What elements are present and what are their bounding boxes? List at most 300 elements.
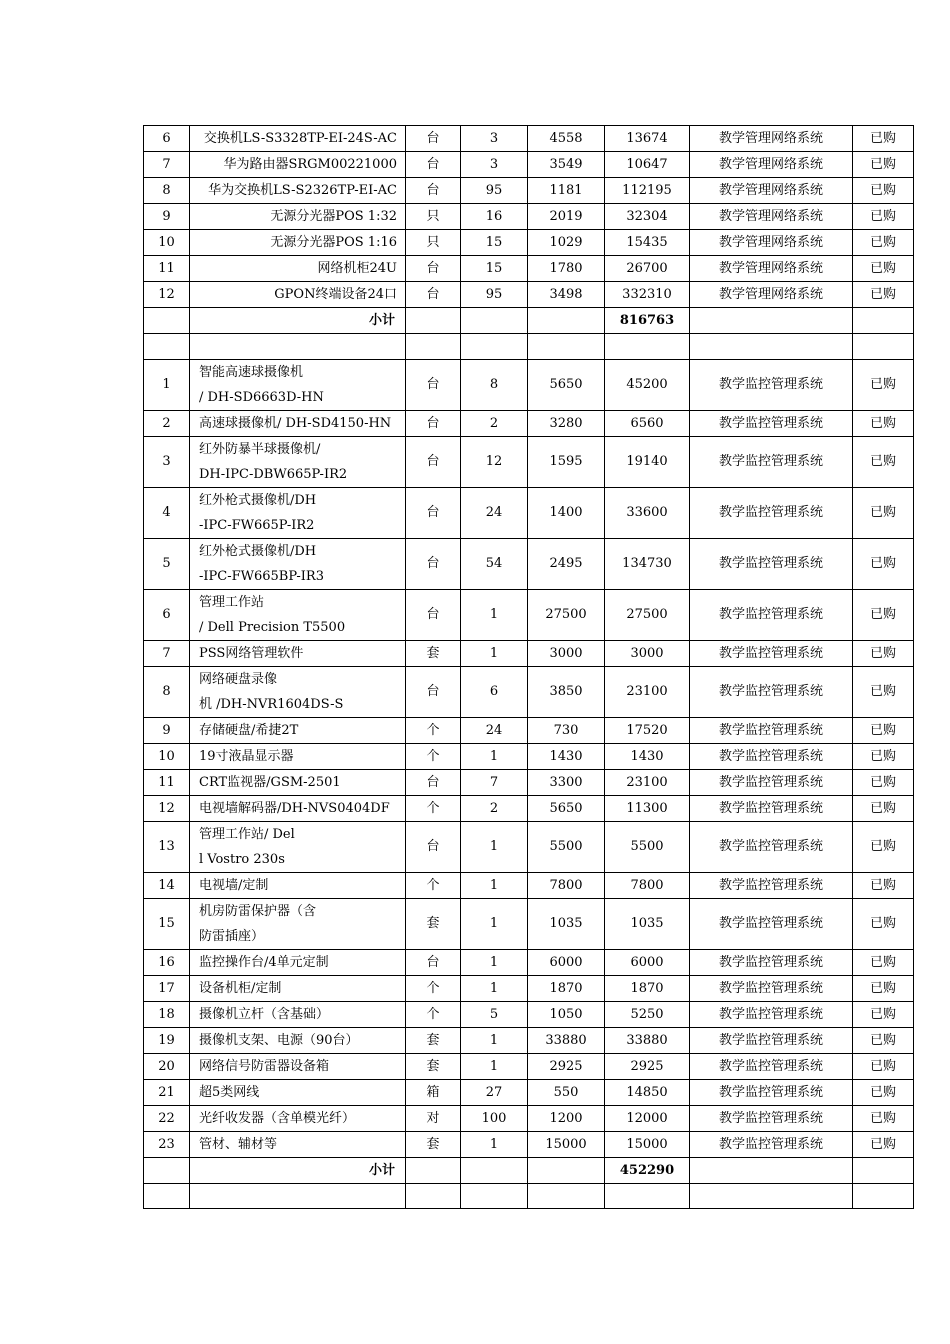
- item-unit-price: 2495: [528, 538, 605, 589]
- table-row: [144, 795, 914, 821]
- item-number: 18: [144, 1001, 190, 1027]
- item-quantity: 2: [461, 410, 528, 436]
- item-system: 教学监控管理系统: [690, 898, 853, 949]
- item-status: 已购: [853, 282, 914, 308]
- item-unit-price: 5500: [528, 821, 605, 872]
- monitor-section: [144, 359, 914, 1209]
- subtotal-row: [144, 308, 914, 334]
- item-quantity: 1: [461, 1131, 528, 1157]
- item-quantity: 1: [461, 1053, 528, 1079]
- item-name: 光纤收发器（含单模光纤）: [190, 1105, 406, 1131]
- item-number: 17: [144, 975, 190, 1001]
- item-number: 9: [144, 717, 190, 743]
- item-system: 教学管理网络系统: [690, 178, 853, 204]
- blank-cell: [853, 1183, 914, 1209]
- item-quantity: 1: [461, 821, 528, 872]
- item-name: [190, 666, 406, 717]
- table-row: [144, 821, 914, 872]
- item-number: 13: [144, 821, 190, 872]
- item-name: [190, 436, 406, 487]
- item-unit-price: 3300: [528, 769, 605, 795]
- item-system: 教学管理网络系统: [690, 152, 853, 178]
- item-total: 15000: [605, 1131, 690, 1157]
- item-name: GPON终端设备24口: [190, 282, 406, 308]
- item-total: 5500: [605, 821, 690, 872]
- table-row: [144, 126, 914, 152]
- item-total: 12000: [605, 1105, 690, 1131]
- item-status: 已购: [853, 410, 914, 436]
- item-quantity: 24: [461, 487, 528, 538]
- item-unit: 台: [406, 589, 461, 640]
- blank-cell: [690, 1157, 853, 1183]
- item-unit-price: 27500: [528, 589, 605, 640]
- item-status: 已购: [853, 975, 914, 1001]
- blank-cell: [144, 1183, 190, 1209]
- item-unit: 台: [406, 126, 461, 152]
- item-number: 15: [144, 898, 190, 949]
- item-system: 教学监控管理系统: [690, 487, 853, 538]
- item-total: 6000: [605, 949, 690, 975]
- subtotal-label: 小计: [190, 1157, 406, 1183]
- item-number: 23: [144, 1131, 190, 1157]
- blank-cell: [406, 334, 461, 360]
- item-quantity: 1: [461, 743, 528, 769]
- item-quantity: 16: [461, 204, 528, 230]
- item-unit-price: 2019: [528, 204, 605, 230]
- item-name-line-2: / DH-SD6663D-HN: [199, 389, 324, 405]
- item-unit: 套: [406, 640, 461, 666]
- item-number: 6: [144, 126, 190, 152]
- item-status: 已购: [853, 359, 914, 410]
- table-row: [144, 204, 914, 230]
- item-unit: 只: [406, 204, 461, 230]
- table-row: [144, 1131, 914, 1157]
- item-unit: 台: [406, 410, 461, 436]
- blank-cell: [461, 334, 528, 360]
- item-name: 华为路由器SRGM00221000: [190, 152, 406, 178]
- item-system: 教学管理网络系统: [690, 126, 853, 152]
- item-system: 教学管理网络系统: [690, 230, 853, 256]
- item-quantity: 1: [461, 949, 528, 975]
- item-total: 6560: [605, 410, 690, 436]
- item-unit-price: 4558: [528, 126, 605, 152]
- blank-cell: [144, 1157, 190, 1183]
- item-number: 10: [144, 743, 190, 769]
- table-row: [144, 717, 914, 743]
- item-name: [190, 821, 406, 872]
- blank-cell: [528, 1157, 605, 1183]
- item-number: 22: [144, 1105, 190, 1131]
- item-unit-price: 1029: [528, 230, 605, 256]
- item-total: 3000: [605, 640, 690, 666]
- item-quantity: 5: [461, 1001, 528, 1027]
- item-system: 教学监控管理系统: [690, 872, 853, 898]
- item-unit-price: 5650: [528, 795, 605, 821]
- item-unit-price: 3280: [528, 410, 605, 436]
- item-name: 设备机柜/定制: [190, 975, 406, 1001]
- blank-cell: [190, 334, 406, 360]
- item-name: 存储硬盘/希捷2T: [190, 717, 406, 743]
- item-name: 华为交换机LS-S2326TP-EI-AC: [190, 178, 406, 204]
- item-name-line-1: 网络硬盘录像: [199, 671, 278, 687]
- item-name-line-1: 红外枪式摄像机/DH: [199, 543, 317, 559]
- item-unit-price: 15000: [528, 1131, 605, 1157]
- item-total: 14850: [605, 1079, 690, 1105]
- blank-cell: [853, 308, 914, 334]
- table-row: [144, 152, 914, 178]
- item-unit-price: 6000: [528, 949, 605, 975]
- item-unit: 个: [406, 975, 461, 1001]
- item-unit-price: 3549: [528, 152, 605, 178]
- item-system: 教学监控管理系统: [690, 666, 853, 717]
- item-total: 2925: [605, 1053, 690, 1079]
- item-system: 教学监控管理系统: [690, 743, 853, 769]
- table-row: [144, 410, 914, 436]
- item-unit: 台: [406, 769, 461, 795]
- item-unit: 套: [406, 1131, 461, 1157]
- item-quantity: 15: [461, 230, 528, 256]
- item-status: 已购: [853, 1027, 914, 1053]
- item-number: 11: [144, 769, 190, 795]
- blank-cell: [528, 308, 605, 334]
- item-status: 已购: [853, 152, 914, 178]
- item-quantity: 3: [461, 126, 528, 152]
- item-status: 已购: [853, 795, 914, 821]
- item-unit-price: 1050: [528, 1001, 605, 1027]
- equipment-table: [143, 125, 914, 1209]
- item-name: 高速球摄像机/ DH-SD4150-HN: [190, 410, 406, 436]
- item-unit: 套: [406, 898, 461, 949]
- item-unit-price: 7800: [528, 872, 605, 898]
- item-quantity: 27: [461, 1079, 528, 1105]
- item-total: 5250: [605, 1001, 690, 1027]
- item-unit: 台: [406, 487, 461, 538]
- item-unit: 箱: [406, 1079, 461, 1105]
- item-unit-price: 5650: [528, 359, 605, 410]
- item-system: 教学监控管理系统: [690, 538, 853, 589]
- item-unit: 台: [406, 256, 461, 282]
- item-number: 16: [144, 949, 190, 975]
- item-total: 23100: [605, 769, 690, 795]
- item-total: 27500: [605, 589, 690, 640]
- item-unit: 台: [406, 538, 461, 589]
- blank-cell: [528, 1183, 605, 1209]
- item-system: 教学管理网络系统: [690, 282, 853, 308]
- item-number: 4: [144, 487, 190, 538]
- item-number: 7: [144, 640, 190, 666]
- item-quantity: 12: [461, 436, 528, 487]
- item-total: 332310: [605, 282, 690, 308]
- table-row: [144, 230, 914, 256]
- item-name: 管材、辅材等: [190, 1131, 406, 1157]
- item-status: 已购: [853, 1131, 914, 1157]
- blank-cell: [853, 1157, 914, 1183]
- subtotal-value: 816763: [605, 308, 690, 334]
- item-name: [190, 359, 406, 410]
- item-unit-price: 1200: [528, 1105, 605, 1131]
- item-quantity: 95: [461, 178, 528, 204]
- item-number: 12: [144, 282, 190, 308]
- item-system: 教学监控管理系统: [690, 949, 853, 975]
- item-system: 教学监控管理系统: [690, 1079, 853, 1105]
- item-quantity: 15: [461, 256, 528, 282]
- item-system: 教学监控管理系统: [690, 436, 853, 487]
- empty-row: [144, 1183, 914, 1209]
- item-total: 10647: [605, 152, 690, 178]
- item-unit: 台: [406, 178, 461, 204]
- table-row: [144, 975, 914, 1001]
- item-status: 已购: [853, 821, 914, 872]
- item-system: 教学管理网络系统: [690, 256, 853, 282]
- table-row: [144, 769, 914, 795]
- item-number: 3: [144, 436, 190, 487]
- item-quantity: 3: [461, 152, 528, 178]
- item-system: 教学监控管理系统: [690, 1027, 853, 1053]
- item-quantity: 24: [461, 717, 528, 743]
- item-unit: 个: [406, 743, 461, 769]
- item-name-line-2: / Dell Precision T5500: [199, 619, 346, 635]
- item-unit-price: 1400: [528, 487, 605, 538]
- item-status: 已购: [853, 1001, 914, 1027]
- item-status: 已购: [853, 949, 914, 975]
- table-row: [144, 1105, 914, 1131]
- item-quantity: 7: [461, 769, 528, 795]
- item-total: 134730: [605, 538, 690, 589]
- item-status: 已购: [853, 256, 914, 282]
- item-unit-price: 730: [528, 717, 605, 743]
- table-row: [144, 282, 914, 308]
- item-unit-price: 1780: [528, 256, 605, 282]
- item-name-line-1: 管理工作站: [199, 594, 265, 610]
- item-system: 教学监控管理系统: [690, 717, 853, 743]
- item-unit: 台: [406, 666, 461, 717]
- table-row: [144, 178, 914, 204]
- item-number: 2: [144, 410, 190, 436]
- blank-cell: [190, 1183, 406, 1209]
- item-system: 教学监控管理系统: [690, 589, 853, 640]
- subtotal-row: [144, 1157, 914, 1183]
- item-name: [190, 487, 406, 538]
- item-number: 12: [144, 795, 190, 821]
- item-name-line-2: -IPC-FW665P-IR2: [199, 517, 315, 533]
- item-unit-price: 550: [528, 1079, 605, 1105]
- item-unit-price: 1870: [528, 975, 605, 1001]
- item-system: 教学监控管理系统: [690, 410, 853, 436]
- item-name: CRT监视器/GSM-2501: [190, 769, 406, 795]
- item-status: 已购: [853, 487, 914, 538]
- blank-cell: [406, 308, 461, 334]
- item-name: 监控操作台/4单元定制: [190, 949, 406, 975]
- item-quantity: 1: [461, 975, 528, 1001]
- item-total: 33880: [605, 1027, 690, 1053]
- item-system: 教学监控管理系统: [690, 821, 853, 872]
- item-unit: 个: [406, 795, 461, 821]
- item-unit: 台: [406, 359, 461, 410]
- blank-cell: [690, 1183, 853, 1209]
- item-name: [190, 589, 406, 640]
- item-name-line-1: 机房防雷保护器（含: [199, 903, 317, 919]
- blank-cell: [690, 308, 853, 334]
- item-system: 教学监控管理系统: [690, 640, 853, 666]
- item-unit-price: 3498: [528, 282, 605, 308]
- blank-cell: [461, 1157, 528, 1183]
- item-total: 33600: [605, 487, 690, 538]
- item-total: 23100: [605, 666, 690, 717]
- item-unit-price: 3850: [528, 666, 605, 717]
- item-name: [190, 898, 406, 949]
- item-name-line-2: 机 /DH-NVR1604DS-S: [199, 696, 344, 712]
- item-system: 教学监控管理系统: [690, 1105, 853, 1131]
- item-total: 1870: [605, 975, 690, 1001]
- blank-cell: [461, 308, 528, 334]
- item-system: 教学监控管理系统: [690, 359, 853, 410]
- item-status: 已购: [853, 640, 914, 666]
- item-total: 1430: [605, 743, 690, 769]
- blank-cell: [406, 1157, 461, 1183]
- table-row: [144, 1027, 914, 1053]
- subtotal-label: 小计: [190, 308, 406, 334]
- item-quantity: 1: [461, 640, 528, 666]
- item-quantity: 8: [461, 359, 528, 410]
- item-status: 已购: [853, 589, 914, 640]
- item-status: 已购: [853, 872, 914, 898]
- item-total: 11300: [605, 795, 690, 821]
- item-unit-price: 3000: [528, 640, 605, 666]
- item-unit: 台: [406, 152, 461, 178]
- table-row: [144, 436, 914, 487]
- item-number: 10: [144, 230, 190, 256]
- item-name: 电视墙解码器/DH-NVS0404DF: [190, 795, 406, 821]
- item-quantity: 95: [461, 282, 528, 308]
- item-total: 17520: [605, 717, 690, 743]
- item-total: 1035: [605, 898, 690, 949]
- table-row: [144, 589, 914, 640]
- item-total: 26700: [605, 256, 690, 282]
- item-unit: 个: [406, 1001, 461, 1027]
- item-system: 教学监控管理系统: [690, 795, 853, 821]
- item-unit-price: 33880: [528, 1027, 605, 1053]
- item-unit: 套: [406, 1053, 461, 1079]
- item-status: 已购: [853, 898, 914, 949]
- blank-cell: [690, 334, 853, 360]
- item-unit: 套: [406, 1027, 461, 1053]
- item-unit: 台: [406, 821, 461, 872]
- item-unit: 个: [406, 872, 461, 898]
- item-name-line-1: 智能高速球摄像机: [199, 364, 304, 380]
- item-name-line-2: -IPC-FW665BP-IR3: [199, 568, 324, 584]
- table-row: [144, 949, 914, 975]
- item-name: 网络机柜24U: [190, 256, 406, 282]
- item-unit-price: 1430: [528, 743, 605, 769]
- table-row: [144, 640, 914, 666]
- item-total: 45200: [605, 359, 690, 410]
- item-number: 11: [144, 256, 190, 282]
- item-unit: 只: [406, 230, 461, 256]
- item-quantity: 54: [461, 538, 528, 589]
- item-system: 教学监控管理系统: [690, 1001, 853, 1027]
- table-row: [144, 743, 914, 769]
- item-unit: 台: [406, 282, 461, 308]
- item-status: 已购: [853, 717, 914, 743]
- item-system: 教学监控管理系统: [690, 975, 853, 1001]
- item-number: 20: [144, 1053, 190, 1079]
- network-section: [144, 126, 914, 360]
- blank-cell: [853, 334, 914, 360]
- table-row: [144, 256, 914, 282]
- item-status: 已购: [853, 1105, 914, 1131]
- item-total: 112195: [605, 178, 690, 204]
- item-number: 5: [144, 538, 190, 589]
- item-unit: 台: [406, 949, 461, 975]
- item-system: 教学监控管理系统: [690, 1053, 853, 1079]
- item-total: 19140: [605, 436, 690, 487]
- table-row: [144, 1079, 914, 1105]
- item-name: 电视墙/定制: [190, 872, 406, 898]
- item-number: 8: [144, 666, 190, 717]
- item-status: 已购: [853, 538, 914, 589]
- item-name: 无源分光器POS 1:32: [190, 204, 406, 230]
- item-quantity: 1: [461, 898, 528, 949]
- table-row: [144, 1001, 914, 1027]
- item-system: 教学管理网络系统: [690, 204, 853, 230]
- item-number: 6: [144, 589, 190, 640]
- item-unit: 台: [406, 436, 461, 487]
- item-quantity: 2: [461, 795, 528, 821]
- item-quantity: 1: [461, 872, 528, 898]
- item-status: 已购: [853, 204, 914, 230]
- item-quantity: 1: [461, 1027, 528, 1053]
- item-unit-price: 1181: [528, 178, 605, 204]
- item-total: 15435: [605, 230, 690, 256]
- item-number: 1: [144, 359, 190, 410]
- empty-row: [144, 334, 914, 360]
- item-status: 已购: [853, 1079, 914, 1105]
- item-name: 摄像机立杆（含基础）: [190, 1001, 406, 1027]
- item-status: 已购: [853, 666, 914, 717]
- item-name-line-1: 红外枪式摄像机/DH: [199, 492, 317, 508]
- item-status: 已购: [853, 230, 914, 256]
- item-number: 21: [144, 1079, 190, 1105]
- blank-cell: [406, 1183, 461, 1209]
- item-status: 已购: [853, 743, 914, 769]
- table-row: [144, 666, 914, 717]
- item-name: 摄像机支架、电源（90台）: [190, 1027, 406, 1053]
- table-row: [144, 359, 914, 410]
- item-number: 8: [144, 178, 190, 204]
- blank-cell: [144, 334, 190, 360]
- table-row: [144, 898, 914, 949]
- item-name: 交换机LS-S3328TP-EI-24S-AC: [190, 126, 406, 152]
- item-quantity: 6: [461, 666, 528, 717]
- item-quantity: 1: [461, 589, 528, 640]
- item-unit: 对: [406, 1105, 461, 1131]
- table-row: [144, 872, 914, 898]
- item-number: 7: [144, 152, 190, 178]
- item-system: 教学监控管理系统: [690, 769, 853, 795]
- table-row: [144, 1053, 914, 1079]
- item-status: 已购: [853, 436, 914, 487]
- item-unit-price: 1595: [528, 436, 605, 487]
- item-status: 已购: [853, 1053, 914, 1079]
- blank-cell: [605, 334, 690, 360]
- equipment-table-sheet: [143, 125, 914, 1209]
- item-total: 32304: [605, 204, 690, 230]
- item-status: 已购: [853, 769, 914, 795]
- item-status: 已购: [853, 178, 914, 204]
- item-name: 网络信号防雷器设备箱: [190, 1053, 406, 1079]
- item-name: 超5类网线: [190, 1079, 406, 1105]
- item-name: [190, 538, 406, 589]
